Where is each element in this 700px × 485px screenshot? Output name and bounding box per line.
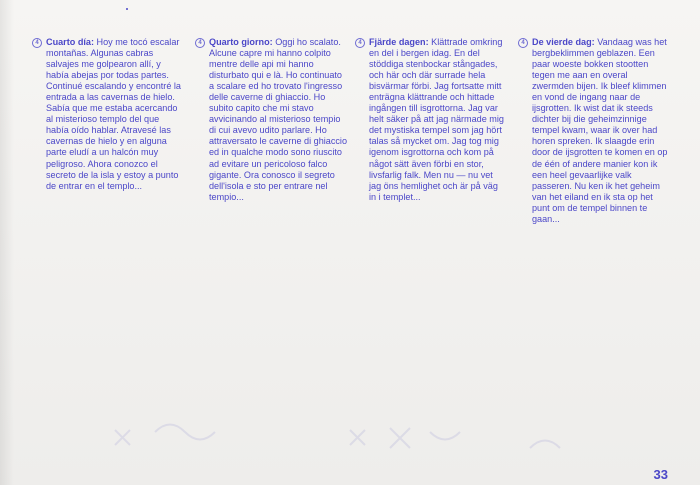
circled-number-icon: 4 [195,38,205,48]
column-dutch [518,37,670,225]
page-number: 33 [653,467,668,482]
day-heading: De vierde dag: [532,37,595,47]
day-body-text: Vandaag was het bergbeklimmen geblazen. Een paar woeste bokken stootten tegen me aan en overal zwermden bijen. Ik bleef klimmen en vond de ingang naar de ijsgrotten. Ik wist dat ik steeds dichter bij die geheimzinnige tempel kwam, waar ik over had horen spreken. Ik slaagde erin door de ijsgrotten te komen en op de één of andere manier kon ik een heel gevaarlijke valk passeren. Nu ken ik het geheim van het eiland en ik sta op het punt om de tempel binnen te gaan... [532,37,668,224]
paragraph-italian [195,37,347,203]
circled-number-icon: 4 [32,38,42,48]
column-swedish [355,37,507,203]
faint-decoration-art [110,420,570,460]
day-body-text: Klättrade omkring en del i bergen idag. En del stöddiga stenbockar stångades, och här och där surrade hela bisvärmar förbi. Jag fortsatte mitt enträgna klättrande och hittade ingången till isgrottorna. Jag var helt säker på att jag närmade mig det mystiska tempel som jag hört talas så mycket om. Jag tog mig igenom isgrottorna och kom på något sätt även förbi en stor, livsfarlig falk. Men nu — nu vet jag öns hemlighet och är på väg in i templet... [369,37,504,202]
circled-number-icon: 4 [518,38,528,48]
day-body-text: Oggi ho scalato. Alcune capre mi hanno colpito mentre delle api mi hanno disturbato qui e là. Ho continuato a scalare ed ho trovato l'ingresso delle caverne di ghiaccio. Ho subito capito che mi stavo avvicinando al misterioso tempio di cui avevo udito parlare. Ho attraversato le caverne di ghiaccio ed in qualche modo sono riuscito ad evitare un pericoloso falco gigante. Ora conosco il segreto dell'isola e sto per entrare nel tempio... [209,37,347,202]
column-italian [195,37,347,203]
day-heading: Quarto giorno: [209,37,273,47]
day-heading: Fjärde dagen: [369,37,429,47]
binding-gutter-shadow [0,0,14,485]
circled-number-icon: 4 [355,38,365,48]
paragraph-dutch [518,37,670,225]
day-body-text: Hoy me tocó escalar montañas. Algunas cabras salvajes me golpearon allí, y había abejas por todas partes. Continué escalando y encontré la entrada a las cavernas de hielo. Sabía que me estaba acercando al misterioso templo del que había oído hablar. Atravesé las cavernas de hielo y en alguna parte eludí a un halcón muy peligroso. Ahora conozco el secreto de la isla y estoy a punto de entrar en el templo... [46,37,181,191]
paragraph-swedish [355,37,507,203]
column-spanish [32,37,182,192]
print-mark [126,8,128,10]
day-heading: Cuarto día: [46,37,94,47]
paragraph-spanish [32,37,182,192]
